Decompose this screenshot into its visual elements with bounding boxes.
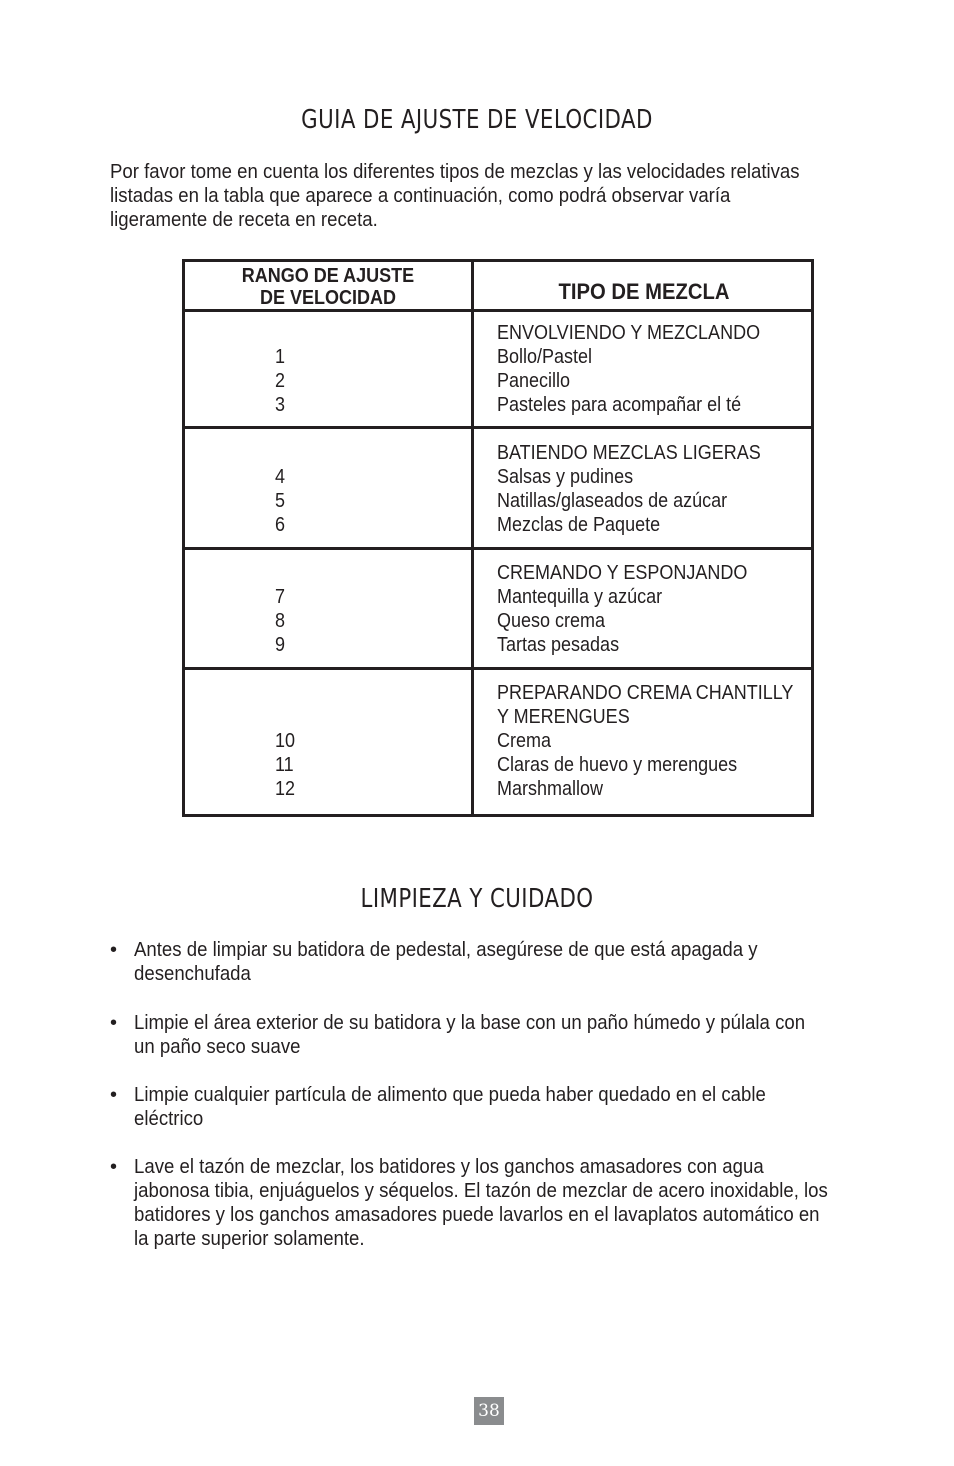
list-item-text [134,938,758,986]
text-line: eléctrico [134,1108,204,1130]
mix-type-cell [497,441,785,537]
speed-value: 2 [275,370,286,392]
speed-value: 12 [275,778,296,800]
speed-value: 8 [275,610,286,632]
intro-line: Por favor tome en cuenta los diferentes tipos de mezclas y las velocidades relativas [110,161,800,183]
bullet-icon: • [110,939,118,961]
speed-cell [275,345,383,417]
speed-cell [275,465,383,537]
table-column-divider [471,262,474,814]
intro-line: listadas en la tabla que aparece a continuación, como podrá observar varía [110,185,731,207]
list-item-text [134,1083,766,1131]
text-line: un paño seco suave [134,1036,301,1058]
speed-value: 5 [275,490,286,512]
mix-item: Natillas/glaseados de azúcar [497,490,728,512]
bullet-icon: • [110,1012,118,1034]
header-line: DE VELOCIDAD [259,287,397,309]
table-row-divider [185,667,811,670]
speed-value: 6 [275,514,286,536]
mix-category: ENVOLVIENDO Y MEZCLANDO [497,322,761,344]
text-line: Limpie el área exterior de su batidora y la base con un paño húmedo y púlala con [134,1012,806,1034]
list-item-text [134,1155,828,1251]
speed-value: 10 [275,730,296,752]
speed-guide-title: GUIA DE AJUSTE DE VELOCIDAD [301,105,653,135]
speed-cell [275,729,383,801]
table-row-divider [185,547,811,550]
mix-type-cell [497,321,785,417]
mix-item: Crema [497,730,552,752]
speed-cell [275,585,383,657]
table-row-divider [185,426,811,429]
text-line: desenchufada [134,963,251,985]
header-line: RANGO DE AJUSTE [241,265,415,287]
mix-item: Panecillo [497,370,571,392]
speed-value: 9 [275,634,286,656]
speed-value: 11 [275,754,294,776]
table-row-divider [185,309,811,312]
text-line: la parte superior solamente. [134,1228,365,1250]
speed-value: 7 [275,586,286,608]
page-number: 38 [474,1397,504,1425]
mix-item: Salsas y pudines [497,466,634,488]
speed-value: 1 [275,346,286,368]
mix-item: Pasteles para acompañar el té [497,394,742,416]
intro-line: ligeramente de receta en receta. [110,209,378,231]
list-item-text [134,1011,805,1059]
text-line: batidores y los ganchos amasadores puede lavarlos en el lavaplatos automático en [134,1204,820,1226]
header-mix-type: TIPO DE MEZCLA [558,279,730,304]
mix-category: PREPARANDO CREMA CHANTILLY [497,682,794,704]
speed-guide-intro [110,160,808,232]
bullet-icon: • [110,1084,118,1106]
speed-value: 4 [275,466,286,488]
mix-item: Mantequilla y azúcar [497,586,663,608]
cleaning-care-title: LIMPIEZA Y CUIDADO [360,884,594,914]
mix-category: Y MERENGUES [497,706,630,728]
header-speed-range [199,265,456,309]
mix-type-cell [497,681,794,801]
speed-table [182,259,814,817]
text-line: jabonosa tibia, enjuáguelos y séquelos. El tazón de mezclar de acero inoxidable, los [134,1180,828,1202]
speed-value: 3 [275,394,286,416]
mix-item: Tartas pesadas [497,634,620,656]
mix-item: Queso crema [497,610,606,632]
mix-type-cell [497,561,785,657]
text-line: Limpie cualquier partícula de alimento que pueda haber quedado en el cable [134,1084,766,1106]
bullet-icon: • [110,1156,118,1178]
mix-category: CREMANDO Y ESPONJANDO [497,562,748,584]
mix-item: Bollo/Pastel [497,346,593,368]
mix-item: Marshmallow [497,778,604,800]
mix-item: Mezclas de Paquete [497,514,661,536]
mix-category: BATIENDO MEZCLAS LIGERAS [497,442,761,464]
text-line: Lave el tazón de mezclar, los batidores y los ganchos amasadores con agua [134,1156,764,1178]
text-line: Antes de limpiar su batidora de pedestal, asegúrese de que está apagada y [134,939,758,961]
mix-item: Claras de huevo y merengues [497,754,738,776]
